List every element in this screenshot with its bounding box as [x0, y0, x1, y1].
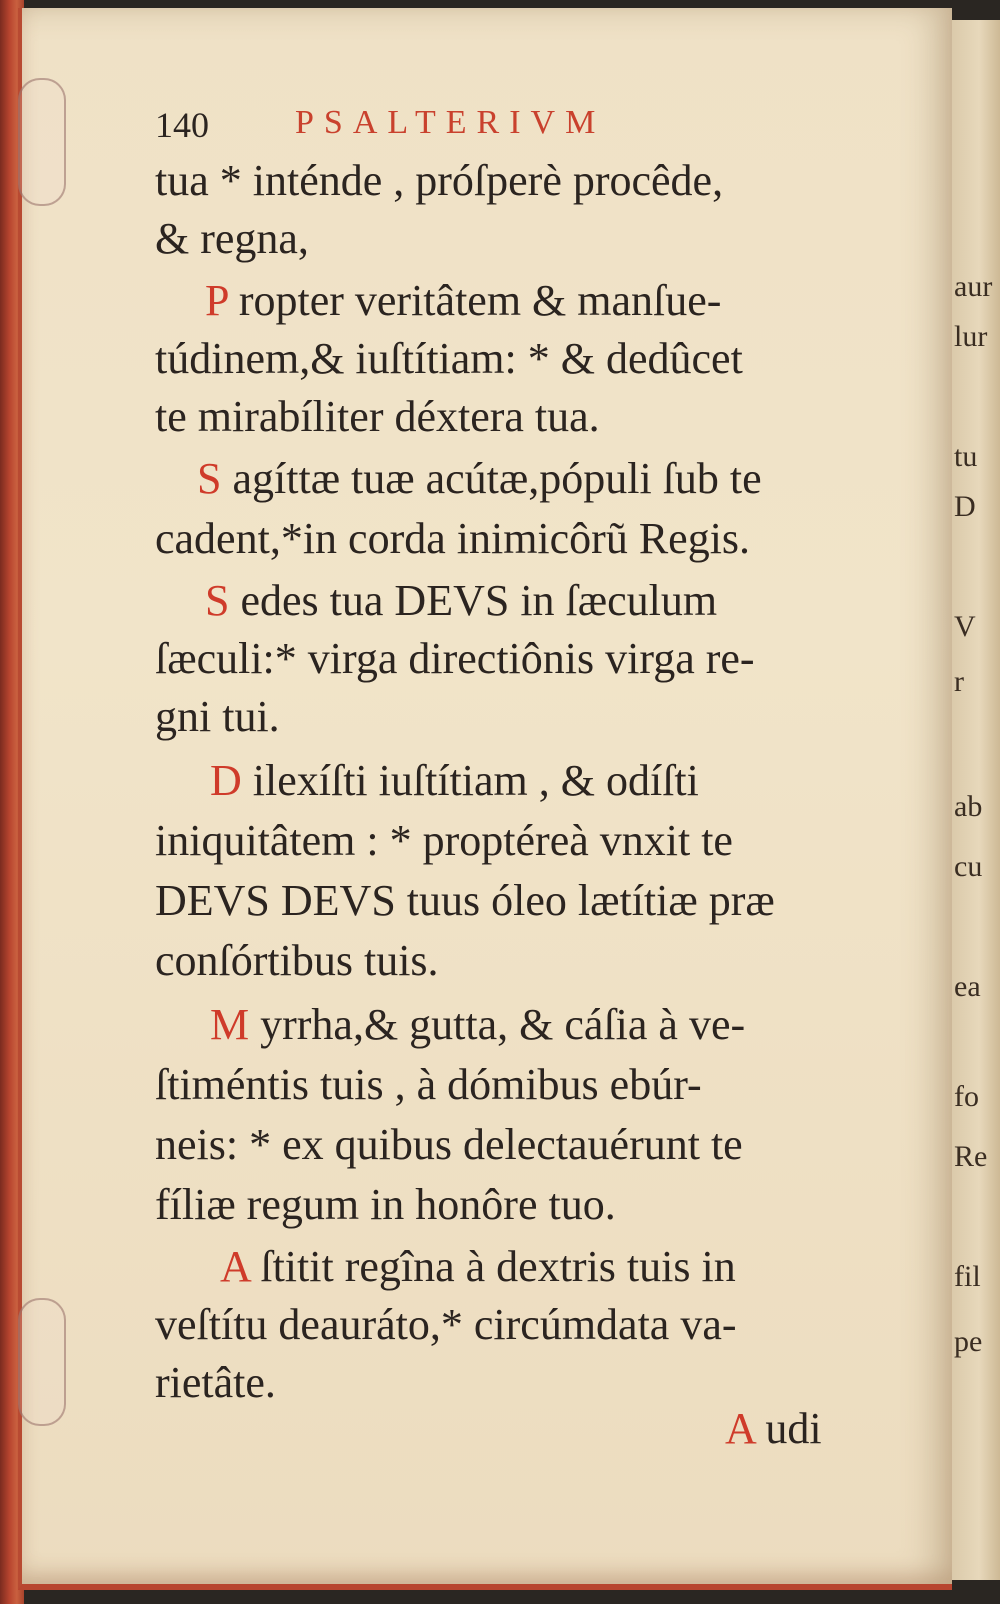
line-text: tua * inténde , próſperè procêde, [155, 156, 724, 205]
text-line [205, 272, 721, 330]
red-initial: S [205, 576, 230, 625]
line-text: ſtitit regîna à dextris tuis in [249, 1242, 736, 1291]
line-text: edes tua DEVS in ſæculum [229, 576, 718, 625]
text-line [155, 1354, 276, 1412]
text-line [155, 630, 755, 688]
red-initial: D [210, 756, 242, 805]
binding-ring-bottom [18, 1298, 66, 1426]
line-text: te mirabíliter déxtera tua. [155, 392, 600, 441]
red-initial: S [197, 454, 222, 503]
text-line [210, 752, 699, 810]
line-text: veſtítu deauráto,* circúmdata va- [155, 1300, 737, 1349]
red-initial: A [220, 1242, 250, 1291]
text-line [155, 1296, 737, 1354]
line-text: yrrha,& gutta, & cáſia à ve- [249, 1000, 746, 1049]
text-line [220, 1238, 736, 1296]
text-line [210, 996, 745, 1054]
text-line [155, 932, 439, 990]
line-text: ſæculi:* virga directiônis virga re- [155, 634, 755, 683]
catchword [725, 1400, 822, 1458]
facing-page-fragment: tu [954, 440, 978, 473]
text-line [205, 572, 717, 630]
line-text: gni tui. [155, 692, 280, 741]
red-initial: M [210, 1000, 250, 1049]
text-line [155, 872, 775, 930]
catchword-text: udi [754, 1404, 822, 1453]
text-line [155, 388, 600, 446]
text-line [197, 450, 762, 508]
text-line [155, 1176, 616, 1234]
facing-page-edge [948, 20, 1000, 1580]
facing-page-fragment: pe [954, 1325, 983, 1358]
facing-page-fragment: fo [954, 1080, 979, 1113]
text-line [155, 812, 733, 870]
text-line [155, 1056, 702, 1114]
red-initial: P [205, 276, 228, 325]
binding-ring-top [18, 78, 66, 206]
text-line [155, 330, 743, 388]
facing-page-fragment: V [954, 610, 976, 643]
facing-page-fragment: ea [954, 970, 981, 1003]
red-initial: A [725, 1404, 755, 1453]
line-text: ſtiméntis tuis , à dómibus ebúr- [155, 1060, 702, 1109]
page-number: 140 [155, 105, 209, 145]
line-text: & regna, [155, 214, 309, 263]
facing-page-fragment: D [954, 490, 976, 523]
facing-page-fragment: Re [954, 1140, 988, 1173]
text-line [155, 688, 280, 746]
text-line [155, 1116, 743, 1174]
line-text: agíttæ tuæ acútæ,pópuli ſub te [221, 454, 762, 503]
line-text: fíliæ regum in honôre tuo. [155, 1180, 616, 1229]
line-text: neis: * ex quibus delectauérunt te [155, 1120, 743, 1169]
line-text: DEVS DEVS tuus óleo lætítiæ præ [155, 876, 775, 925]
page-header [155, 100, 845, 152]
facing-page-fragment: r [954, 665, 964, 698]
text-line [155, 510, 750, 568]
running-title: PSALTERIVM [295, 104, 606, 141]
facing-page-fragment: lur [954, 320, 988, 353]
facing-page-fragment: fil [954, 1260, 981, 1293]
line-text: túdinem,& iuſtítiam: * & dedûcet [155, 334, 743, 383]
facing-page-fragment: aur [954, 270, 993, 303]
line-text: ilexíſti iuſtítiam , & odíſti [241, 756, 699, 805]
text-line [155, 152, 723, 210]
facing-page-fragment: ab [954, 790, 983, 823]
line-text: rietâte. [155, 1358, 276, 1407]
line-text: iniquitâtem : * proptéreà vnxit te [155, 816, 733, 865]
line-text: conſórtibus tuis. [155, 936, 439, 985]
line-text: cadent,*in corda inimicôrũ Regis. [155, 514, 751, 563]
text-line [155, 210, 309, 268]
line-text: ropter veritâtem & manſue- [227, 276, 722, 325]
facing-page-fragment: cu [954, 850, 983, 883]
